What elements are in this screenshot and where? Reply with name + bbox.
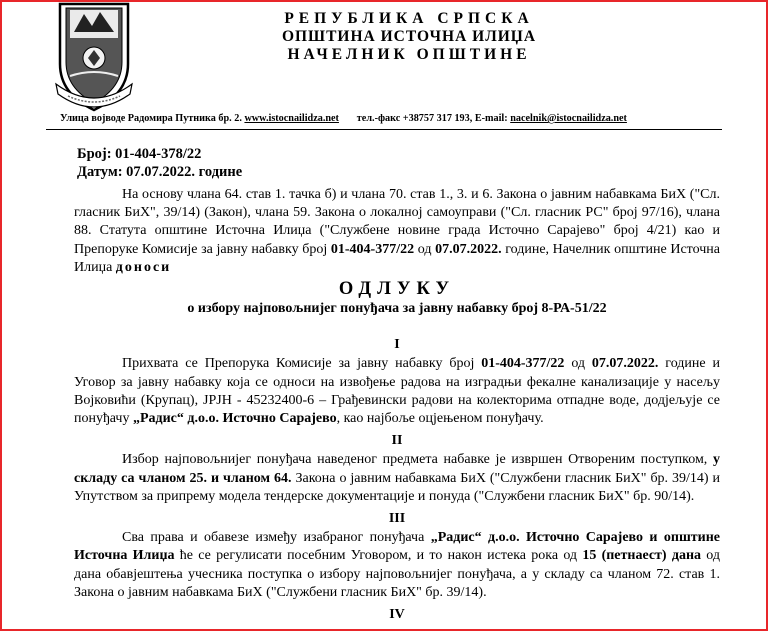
section-heading-4: IV xyxy=(389,607,405,623)
document-number: Број: 01-404-378/22 xyxy=(77,146,202,162)
section-1-paragraph: Прихвата се Препорука Комисије за јавну набавку број 01-404-377/22 од 07.07.2022. године и Уговор за јавну набавку која се односи на извођење радова на изградњи фекалне канализације у насељу Војковићи (Крупац), ЈРЈН - 45232400-6 – Грађевински радови на колекторима отпадне воде, додјељује се понуђачу „Радис“ д.о.о. Источно Сарајево, као најбоље оцјењеном понуђачу. xyxy=(74,356,720,427)
municipality-coat-of-arms-icon xyxy=(54,2,134,114)
email-link[interactable]: nacelnik@istocnailidza.net xyxy=(510,113,627,124)
section-heading-3: III xyxy=(388,511,406,527)
section-3-paragraph: Сва права и обавезе између изабраног понуђача „Радис“ д.о.о. Источно Сарајево и општине Источна Илиџа ће се регулисати посебним Уговором, и то након истека рока од 15 (петнаест) дана од дана обавјештења учесника поступка о избору најповољнијег понуђача, а у складу са чланом 72. став 1. Закона о јавним набавкама БиХ ("Службени гласник БиХ" бр. 39/14). xyxy=(74,530,720,600)
office-name: НАЧЕЛНИК ОПШТИНЕ xyxy=(287,46,531,63)
section-heading-1: I xyxy=(394,337,400,353)
decision-title: ОДЛУКУ xyxy=(338,279,456,300)
phone: тел.-факс +38757 317 193, E-mail: xyxy=(356,113,508,124)
letterhead xyxy=(184,10,634,64)
republic-name: РЕПУБЛИКА СРПСКА xyxy=(284,10,534,27)
section-2-paragraph: Избор најповољнијег понуђача наведеног предмета набавке је извршен Отвореним поступком, у складу са чланом 25. и чланом 64. Закона о јавним набавкама БиХ ("Службени гласник БиХ" бр. 39/14) и Упутством за припрему модела тендерске документације и понуда ("Службени гласник БиХ" бр. 90/14). xyxy=(74,452,720,504)
municipality-name: ОПШТИНА ИСТОЧНА ИЛИЏА xyxy=(281,28,537,45)
document-date: Датум: 07.07.2022. године xyxy=(77,164,243,180)
section-heading-2: II xyxy=(391,433,403,449)
address: Улица војводе Радомира Путника бр. 2. xyxy=(60,113,242,124)
header-divider xyxy=(46,129,722,130)
preamble-paragraph: На основу члана 64. став 1. тачка б) и члана 70. став 1., 3. и 6. Закона о јавним набавкама БиХ ("Сл. гласник БиХ", 39/14) (Закон), члана 59. Закона о локалној самоуправи ("Сл. гласник РС" број 97/16), члана 88. Статута општине Источна Илиџа ("Службене новине града Источно Сарајево" број 4/21) као и Препоруке Комисије за јавну набавку број 01-404-377/22 од 07.07.2022. године, Начелник општине Источна Илиџа доноси xyxy=(74,187,720,275)
document-body xyxy=(74,186,720,625)
document-meta xyxy=(77,145,242,181)
contact-line xyxy=(60,113,720,124)
website-link[interactable]: www.istocnailidza.net xyxy=(244,113,339,124)
decision-subtitle: о избору најповољнијег понуђача за јавну набавку број 8-РА-51/22 xyxy=(187,301,607,317)
